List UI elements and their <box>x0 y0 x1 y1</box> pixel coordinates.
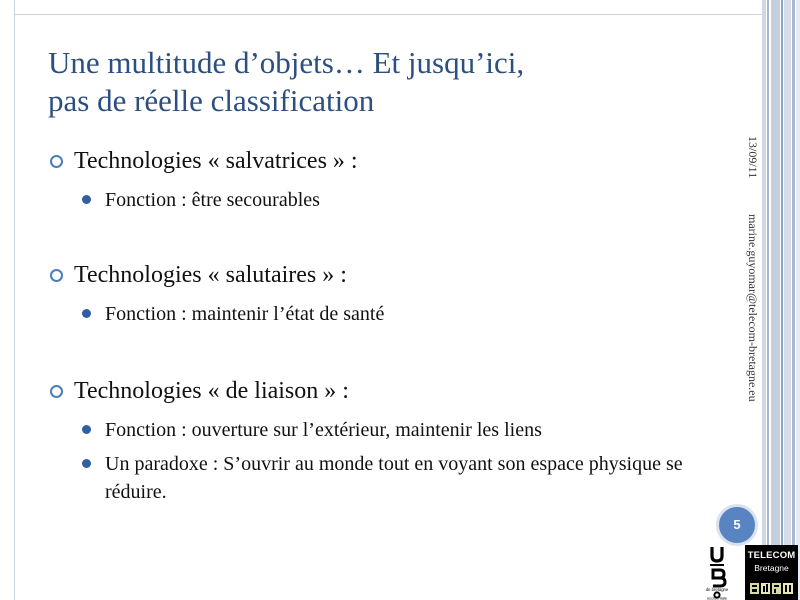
sub-bullet-text: Fonction : être secourables <box>105 189 320 211</box>
bullet-text: Technologies « de liaison » : <box>74 378 349 404</box>
ubo-caption-2: occidentale <box>706 595 728 600</box>
ring-bullet-icon <box>50 385 63 398</box>
telecom-logo-pattern-icon <box>749 581 794 596</box>
telecom-logo-title: TELECOM <box>747 550 796 561</box>
top-frame-line <box>14 14 762 15</box>
bullet-text: Technologies « salvatrices » : <box>74 148 358 174</box>
dot-bullet-icon <box>82 195 91 204</box>
sub-bullet-text: Un paradoxe : S’ouvrir au monde tout en voyant son espace physique se réduire. <box>105 453 683 503</box>
sub-bullet-text: Fonction : ouverture sur l’extérieur, maintenir les liens <box>105 419 542 441</box>
ubo-caption-1: de bretagne <box>706 587 729 592</box>
dot-bullet-icon <box>82 309 91 318</box>
sub-bullet-item <box>48 416 688 444</box>
sub-bullet-item <box>48 450 688 506</box>
slide-title <box>48 44 728 120</box>
bullet-text: Technologies « salutaires » : <box>74 262 347 288</box>
bullet-item <box>48 144 688 178</box>
ring-bullet-icon <box>50 269 63 282</box>
ubo-university-logo <box>706 545 736 600</box>
title-line-2: pas de réelle classification <box>48 83 375 118</box>
sub-bullet-item <box>48 300 688 328</box>
dot-bullet-icon <box>82 459 91 468</box>
telecom-bretagne-logo <box>745 545 798 600</box>
author-email: marine.guyomar@telecom-bretagne.eu <box>746 214 760 402</box>
ring-bullet-icon <box>50 155 63 168</box>
bullet-item <box>48 374 688 408</box>
page-number-badge: 5 <box>716 504 758 546</box>
title-line-1: Une multitude d’objets… Et jusqu’ici, <box>48 45 525 80</box>
sub-bullet-text: Fonction : maintenir l’état de santé <box>105 303 385 325</box>
slide-date: 13/09/11 <box>746 136 760 179</box>
sub-bullet-item <box>48 186 688 214</box>
bullet-item <box>48 258 688 292</box>
dot-bullet-icon <box>82 425 91 434</box>
bullet-list <box>48 144 688 506</box>
telecom-logo-subtitle: Bretagne <box>754 563 789 573</box>
left-frame-line <box>14 0 15 600</box>
right-decorative-stripes <box>762 0 800 600</box>
